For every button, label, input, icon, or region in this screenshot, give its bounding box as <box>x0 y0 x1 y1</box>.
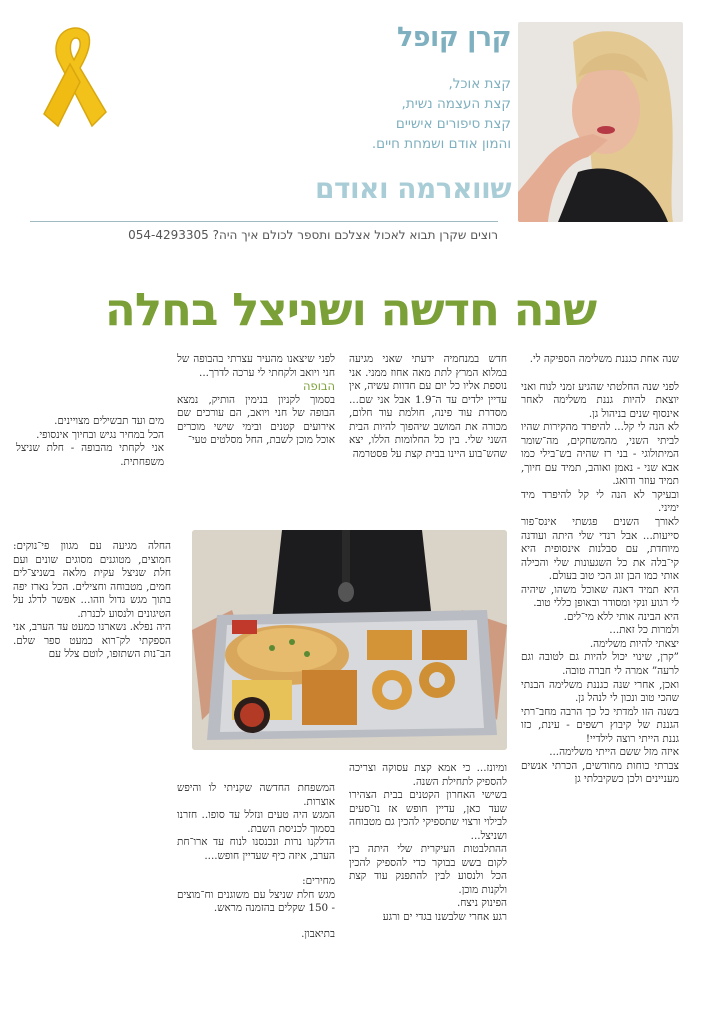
article-column-2-top <box>349 353 507 518</box>
paragraph: ההתלבטות העיקרית שלי היתה בין לקום בשש בבוקר כדי להספיק להכין הכל ולנסוע לבין להתפנק עוד קצת ולקנות מוכן. <box>349 843 507 896</box>
article-column-3-top <box>177 353 335 518</box>
paragraph: ולמרות כל זאת... <box>609 624 679 637</box>
paragraph: לפני שנה החלטתי שהגיע זמני לנוח ואני יוצאת להיות גננת משלימה לאחר אינסוף שנים בניהול גן. <box>521 380 679 420</box>
yellow-ribbon-icon <box>30 22 122 132</box>
paragraph: יצאתי להיות משלימה. <box>589 637 679 650</box>
paragraph: הדלקנו נרות ונכנסנו לנוח עד ארו־חת הערב, איזה כיף שעדיין חופש.... <box>177 836 335 862</box>
article-column-4-top <box>16 415 164 525</box>
paragraph: מחירים: <box>302 875 335 888</box>
paragraph: אני לקחתי מהבופה - חלת שניצל משפחתית. <box>16 442 164 468</box>
article-column-1 <box>521 353 679 1003</box>
paragraph: לפני שיצאנו מהעיר עצרתי בהבופה של חני ויואב ולקחתי לי ערכה לדרך... <box>177 353 335 379</box>
paragraph: בשנה הזו למדתי כל כך הרבה מחב־רתי הגננת של קיבוץ רשפים - עינת, כזו גננת הייתי רוצה לילדיי! <box>521 705 679 745</box>
paragraph: הפינוק ניצח. <box>456 897 507 910</box>
bio-line: קצת העצמה נשית, <box>401 96 511 112</box>
subheading: הבופה <box>303 379 335 394</box>
paragraph: המשפחת החדשה שקניתי לו והיפש אוצרות. <box>177 782 335 808</box>
paragraph: שנה אחת כגננת משלימה הספיקה לי. <box>529 353 679 365</box>
paragraph: לאורך השנים פגשתי אינס־פור סייעות... אבל רנדי שלי היתה ועודנה מיוחדת, עם סבלנות אינסופית היא קי־בלה את כל השגעונות שלי והכילה אותי כמו הבן זוג הכי טוב בעולם. <box>521 516 679 583</box>
bio-line: קצת אוכל, <box>448 76 511 92</box>
author-bio <box>372 74 511 154</box>
paragraph: לא הנה לי קל... להיפרד מהקירות שהיו לביתי השני, מהמשחקים, מה־שומר המיתולוגי - בני רז שהיה בש־בילי כמו אבא שני - נאמן ואוהב, תמיד עם חיוך, תמיד עוזר ודואג. <box>521 421 679 488</box>
article-column-2-bottom <box>349 762 507 987</box>
paragraph: חדש במנחמיה ידעתי שאני מגיעה במלוא המרץ לתת מאה אחוז ממני. אני נוספת אליו כל יום עם חדוות עשיה, אין עדיין ילדים עד ה־1.9 אבל אני שם... מסדרת עוד פינה, חולמת עוד חלום, מכורה את המושב שיהפוך להיות הבית השני שלי. בין כל החלומות הללו, יצא שהש־בוע היינו בבית קצת על פסטרמה <box>349 353 507 460</box>
article-column-4-bottom <box>13 540 171 985</box>
paragraph: היה נפלא. נשארנו כמעט עד הערב, אני הספקתי לק־רוא כמעט ספר שלם. הב־נות השתזפו, לוטם צלל עם <box>13 621 171 661</box>
paragraph: הכל במחיר נגיש ובחיוך אינסופי. <box>36 428 164 441</box>
tagline: רוצים שקרן תבוא לאכול אצלכם ותספר לכולם איך היה? 054-4293305 <box>128 228 498 242</box>
column-name: שווארמה ואודם <box>314 172 511 205</box>
paragraph: ואכן, אחרי שנה כגננת משלימה הבנתי שהכי טוב ונכון לי לנהל גן. <box>521 678 679 705</box>
paragraph: בתיאבון. <box>301 927 335 940</box>
paragraph: איזה מזל ששם הייתי משלימה... <box>549 746 679 759</box>
headline: שנה חדשה ושניצל בחלה <box>104 283 597 336</box>
paragraph: ומיונז... כי אמא קצת עסוקה וצריכה להספיק לתחילת השנה. <box>349 762 507 788</box>
paragraph: היא תמיד דאגה שאוכל משהו, שיהיה לי רגוע ונקי ומסודר ובאופן כללי טוב. <box>521 583 679 610</box>
author-photo <box>518 22 683 222</box>
bio-line: והמון אודם ושמחת חיים. <box>371 136 511 152</box>
header-divider <box>30 221 498 222</box>
article-column-3-bottom <box>177 782 335 982</box>
paragraph: בסמוך לקניון בנימין הותיק, נמצא הבופה של חני ויואב, הם עורכים שם אירועים קטנים ובימי שישי מוכרים אוכל מוכן לשבת, החל מסלטים טעי־ <box>177 393 335 447</box>
paragraph: בשישי האחרון הקטנים בבית הצהירו שעד כאן, עדיין חופש אז נו־סעים לבילוי ורצוי שתספיקי להכין גם מטבוחה ושניצל... <box>349 789 507 842</box>
paragraph: ”קרן, שינוי יכול להיות גם לטובה וגם לרעה” אמרה לי חברה טובה. <box>521 651 679 678</box>
paragraph: החלה מגיעה עם מגוון פי־נוקים: חמוצים, מטוגנים מסוגים שונים ועם חלת שניצל עקית מלאה בשניצ־לים חמים, מטבוחה וחצילים. הכל נארז יפה בתוך מגש גדול וזהו... אפשר לדלג על הטיגונים ולנסוע לכנרת. <box>13 540 171 620</box>
paragraph: צברתי כוחות מחודשים, הכרתי אנשים מעניינים ולכן כשקיבלתי גן <box>521 759 679 786</box>
paragraph: המגש היה טעים ונזלל עד סופו.. חזרנו בסמוך לכניסת השבת. <box>177 809 335 835</box>
paragraph: מגש חלת שניצל עם משוגנים וח־מוצים - 150 שקלים בהזמנה מראש. <box>177 888 335 915</box>
bio-line: קצת סיפורים אישיים <box>395 116 511 132</box>
paragraph: ובעיקר לא הנה לי קל להיפרד מיד ימיני. <box>521 488 679 515</box>
food-tray-photo <box>192 530 507 750</box>
author-name: קרן קופל <box>396 22 511 53</box>
paragraph: מים ועד תבשילים מצויינים. <box>54 415 164 427</box>
paragraph: רגע אחרי שלבשנו בגדי ים ורגע <box>382 911 507 924</box>
paragraph: היא הבינה אותי ללא מי־לים. <box>563 610 679 623</box>
